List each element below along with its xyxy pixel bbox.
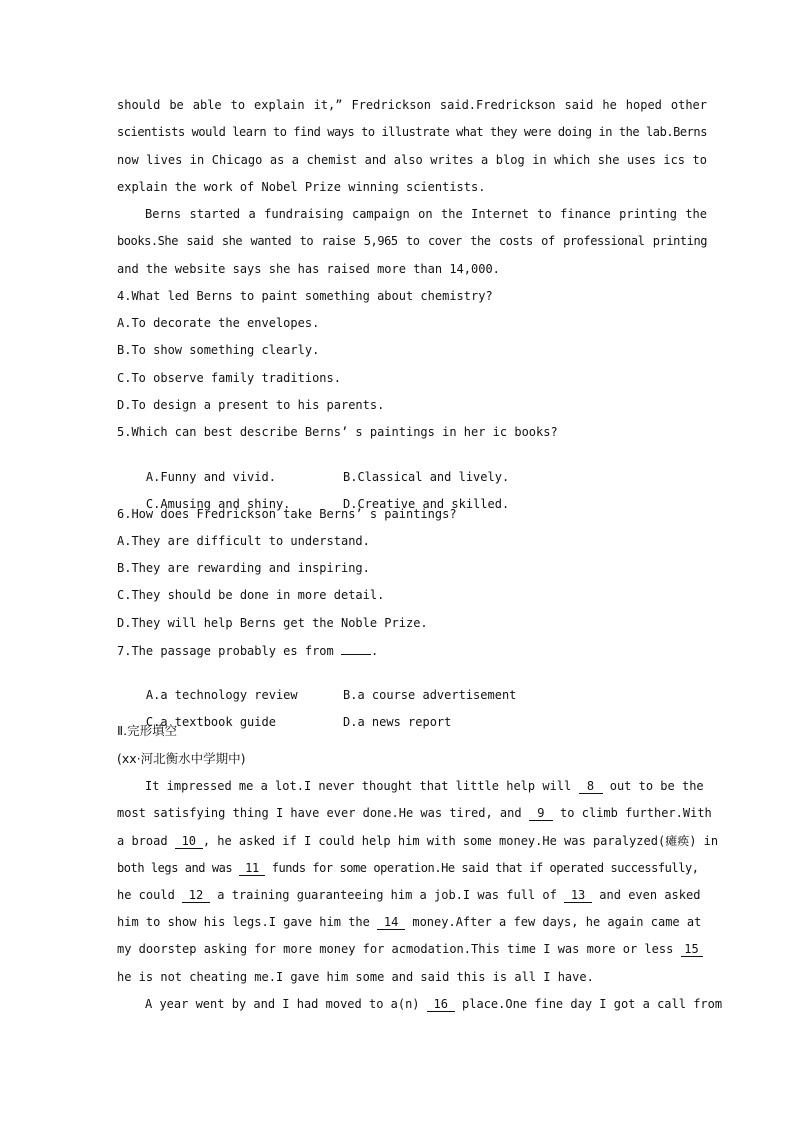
cloze-line: he could 12 a training guaranteeing him a job.I was full of 13 and even asked <box>117 888 701 902</box>
passage-line: Berns started a fundraising campaign on the Internet to finance printing the <box>145 207 707 221</box>
option: A.a technology review <box>145 688 298 702</box>
option-row <box>117 695 707 729</box>
option-row <box>117 450 707 484</box>
passage-line: books.She said she wanted to raise 5,965 to cover the costs of professional printing <box>117 234 707 248</box>
option: D.Creative and skilled. <box>343 497 510 511</box>
cloze-line: most satisfying thing I have ever done.He was tired, and 9 to climb further.With <box>117 806 712 820</box>
cloze-line: It impressed me a lot.I never thought that little help will 8 out to be the <box>145 779 704 793</box>
option: C.Amusing and shiny. <box>145 497 291 511</box>
option: B.a course advertisement <box>343 688 517 702</box>
option: A.Funny and vivid. <box>145 470 276 484</box>
option-row <box>117 477 707 511</box>
option: C.To observe family traditions. <box>117 371 341 385</box>
option: B.To show something clearly. <box>117 343 320 357</box>
cloze-line: him to show his legs.I gave him the 14 money.After a few days, he again came at <box>117 915 702 929</box>
answer-blank <box>341 641 371 655</box>
blank-13: 13 <box>564 888 592 903</box>
blank-8: 8 <box>579 779 603 794</box>
blank-16: 16 <box>427 997 455 1012</box>
passage-line: and the website says she has raised more than 14,000. <box>117 262 500 276</box>
blank-10: 10 <box>175 834 203 849</box>
question-stem: 5.Which can best describe Berns’ s paintings in her ic books? <box>117 425 558 439</box>
section-title: Ⅱ.完形填空 <box>117 723 178 738</box>
cloze-line: he is not cheating me.I gave him some and said this is all I have. <box>117 970 594 984</box>
question-stem: 7.The passage probably es from . <box>117 641 707 659</box>
question-stem: 4.What led Berns to paint something about chemistry? <box>117 289 493 303</box>
passage-line: explain the work of Nobel Prize winning scientists. <box>117 180 486 194</box>
option: B.They are rewarding and inspiring. <box>117 561 370 575</box>
option-row <box>117 668 707 702</box>
blank-15: 15 <box>681 942 703 957</box>
option: A.To decorate the envelopes. <box>117 316 320 330</box>
cloze-line: A year went by and I had moved to a(n) 16 place.One fine day I got a call from <box>145 997 723 1011</box>
option: C.They should be done in more detail. <box>117 588 385 602</box>
blank-14: 14 <box>377 915 405 930</box>
option: D.a news report <box>343 715 452 729</box>
option: B.Classical and lively. <box>343 470 510 484</box>
question-stem: 6.How does Fredrickson take Berns’ s paintings? <box>117 507 457 521</box>
option: C.a textbook guide <box>145 715 276 729</box>
section-source: (xx·河北衡水中学期中) <box>117 751 246 766</box>
blank-12: 12 <box>182 888 210 903</box>
option: A.They are difficult to understand. <box>117 534 370 548</box>
blank-9: 9 <box>529 806 553 821</box>
option: D.They will help Berns get the Noble Prize. <box>117 616 428 630</box>
passage-line: should be able to explain it,” Fredrickson said.Fredrickson said he hoped other <box>117 98 707 112</box>
blank-11: 11 <box>239 861 265 876</box>
passage-line: now lives in Chicago as a chemist and also writes a blog in which she uses ics to <box>117 153 707 167</box>
cloze-line: both legs and was 11 funds for some operation.He said that if operated successfully, <box>117 861 699 875</box>
cloze-line: my doorstep asking for more money for acmodation.This time I was more or less 15 <box>117 940 707 958</box>
option: D.To design a present to his parents. <box>117 398 385 412</box>
passage-line: scientists would learn to find ways to illustrate what they were doing in the lab.Berns <box>117 125 707 139</box>
cloze-line: a broad 10 , he asked if I could help him with some money.He was paralyzed(瘫痪) in <box>117 834 719 848</box>
